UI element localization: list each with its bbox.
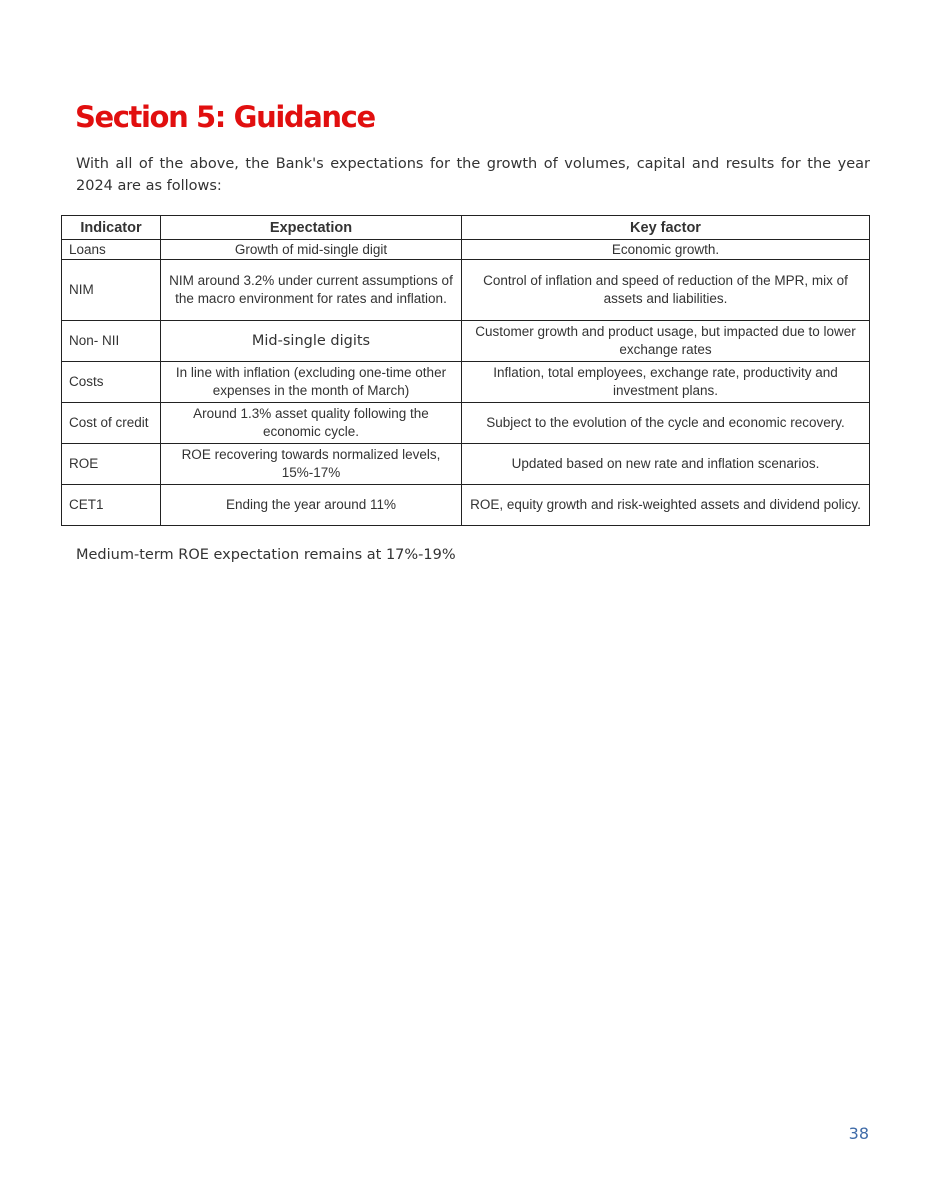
- indicator-cell: Non- NII: [62, 321, 161, 362]
- table-row: [62, 362, 870, 403]
- header-expectation: Expectation: [161, 216, 462, 240]
- key-factor-cell: Economic growth.: [462, 240, 870, 260]
- page-title: Section 5: Guidance: [75, 100, 375, 134]
- expectation-cell: Around 1.3% asset quality following the economic cycle.: [161, 403, 462, 444]
- expectation-cell: In line with inflation (excluding one-time other expenses in the month of March): [161, 362, 462, 403]
- indicator-cell: CET1: [62, 485, 161, 526]
- intro-paragraph: With all of the above, the Bank's expectations for the growth of volumes, capital and results for the year 2024 are as follows:: [76, 156, 870, 194]
- table-header-row: [62, 216, 870, 240]
- indicator-cell: Cost of credit: [62, 403, 161, 444]
- key-factor-cell: Inflation, total employees, exchange rate, productivity and investment plans.: [462, 362, 870, 403]
- header-indicator: Indicator: [62, 216, 161, 240]
- table-row: [62, 260, 870, 321]
- key-factor-cell: Updated based on new rate and inflation scenarios.: [462, 444, 870, 485]
- key-factor-cell: Subject to the evolution of the cycle and economic recovery.: [462, 403, 870, 444]
- header-key-factor: Key factor: [462, 216, 870, 240]
- closing-note: Medium-term ROE expectation remains at 17%-19%: [76, 547, 456, 563]
- expectation-cell: Growth of mid-single digit: [161, 240, 462, 260]
- table-row: [62, 403, 870, 444]
- indicator-cell: Loans: [62, 240, 161, 260]
- expectation-cell: Mid-single digits: [161, 321, 462, 362]
- key-factor-cell: Customer growth and product usage, but impacted due to lower exchange rates: [462, 321, 870, 362]
- key-factor-cell: Control of inflation and speed of reduction of the MPR, mix of assets and liabilities.: [462, 260, 870, 321]
- table-row: [62, 485, 870, 526]
- table-row: [62, 240, 870, 260]
- expectation-cell: ROE recovering towards normalized levels, 15%-17%: [161, 444, 462, 485]
- expectation-cell: Ending the year around 11%: [161, 485, 462, 526]
- expectation-cell: NIM around 3.2% under current assumptions of the macro environment for rates and inflation.: [161, 260, 462, 321]
- key-factor-cell: ROE, equity growth and risk-weighted assets and dividend policy.: [462, 485, 870, 526]
- page-number: 38: [848, 1124, 869, 1143]
- table-row: [62, 321, 870, 362]
- indicator-cell: ROE: [62, 444, 161, 485]
- indicator-cell: Costs: [62, 362, 161, 403]
- table-row: [62, 444, 870, 485]
- indicator-cell: NIM: [62, 260, 161, 321]
- guidance-table: [61, 215, 870, 526]
